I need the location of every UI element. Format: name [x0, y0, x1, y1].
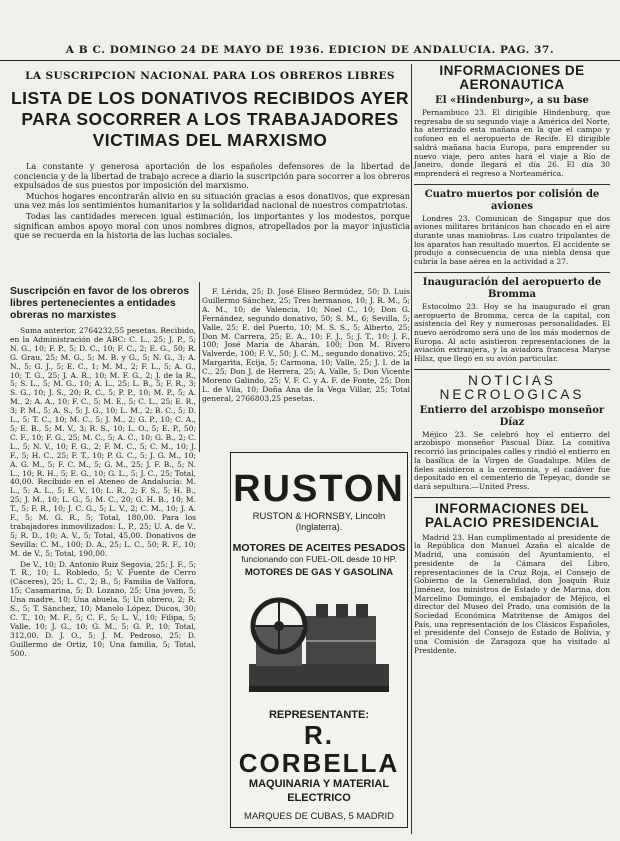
article-text: Estocolmo 23. Hoy se ha inaugurado el gran aeropuerto de Bromma, cerca de la capital, con asistencia del Rey y numerosas personalidades. El nuevo aeródromo será uno de los más modernos de Europa. Al acto asistieron representaciones de la aviación extranjera, y la aviadora francesa Maryse Hilsz, que llegó en su avión particular. [414, 301, 610, 364]
article-text: Madrid 23. Han cumplimentado al presidente de la República don Manuel Azaña el alcalde de Madrid, una comisión del Ayuntamiento, el presidente de la Cámara del Libro, representaciones de la Cruz Roja, el Consejo de Gobierno de la Generalidad, don Joaquín Ruiz Jiménez, los ministros de Estado y de Marina, don Marcelino Domingo, el embajador de Méjico, el director del Museo del Prado, una comisión de la Sociedad Económica Matritense de Amigos del País, una representación de los Clásicos Españoles, el presidente del Consejo de Estado de Bolivia, y una Comisión de Zaragoza que ha visitado al Presidente. [414, 532, 610, 655]
ruston-advertisement [230, 452, 408, 828]
donation-list-body: De V., 10; D. Antonio Ruiz Segovia, 25; J. F., 5; T. R., 10; L. Robledo, 5; V. Fuente de Cerro (Cáceres), 25; L. C., 2; B., 5; Familia de Valfora, 15; Casamarina, 5; D. Lozano, 25; Una joven, 5; Una madre, 10; Una abuela, 5; Un obrero, 2; R. S., 5; T. Sánchez, 10; Manolo López, Ducos, 30; C. T., 10; M. F., 5; C. F., 5; L. V., 10; Filipa, 5; Valle, 10; J. G., 10; G. M., 5; G. P., 10; Total, 312,00. D. J. O., 5; J. M. Pedroso, 25; D. Guillermo de Ortiz, 10; Una familia, 5; Total, 500. [10, 559, 196, 658]
aeronautics-title: INFORMACIONES DE AERONAUTICA [439, 63, 585, 92]
obituaries-title: NOTICIAS NECROLOGICAS [439, 372, 585, 402]
ad-company: RUSTON & HORNSBY, Lincoln [252, 511, 386, 522]
right-column [414, 64, 610, 656]
article-subheading: Cuatro muertos por colisión de aviones [424, 188, 600, 212]
donation-list-body: F. Lérida, 25; D. José Eliseo Bermúdez, 50; D. Luis Guillermo Sánchez, 25; Tres hermanos, 10; J. R. M., 5; A. M., 10; de Valencia, 10; Noel C., 10; Don G. Fernández, segundo donativo, 50; S. M., 6; Sevilla, 5; Valle, 25; E. del Puerto, 10; M. S. S., 5; Alberto, 25; Don M. Carrera, 25; E. A., 10; F. J., 5; J. T., 10; J. F., 100; José María de Aharán, 100; Don M. Rivero Valverde, 100; F. V., 50; J. C. M., segundo donativo, 25; Margarita, Ecija, 5; Carmona, 10; Valle, 25; J. I. de la C., 25; Don J. de Herrera, 25; A. Valle, 5; Don Vicente Moreno Galindo, 25; V. F. C. y A. F. de Fonte, 25; Don L. de Vila, 10; Doña Ana de la Vega Villar, 25; Total general, 2766803,25 pesetas. [202, 287, 410, 403]
ad-address: MARQUES DE CUBAS, 5 MADRID [244, 811, 394, 822]
article-text: Londres 23. Comunican de Singapur que dos aviones militares británicos han chocado en el aire durante unas maniobras. Los cuatro tripulantes de los aparatos han resultado muertos. El accidente se produjo a consecuencia de una niebla densa que cubría la base aérea en la actividad a 27. [414, 213, 610, 267]
article-text: Méjico 23. Se celebró hoy el entierro del arzobispo monseñor Pascual Díaz. La comitiva recorrió las principales calles y rindió el entierro en la basílica de la Virgen de Guadalupe. Miles de fieles asistieron a la ceremonia, y el cadáver fue depositado en el cementerio de Tepeyac, donde se dará sepultura.—United Press. [414, 429, 610, 491]
presidential-palace-title: INFORMACIONES DEL PALACIO PRESIDENCIAL [424, 500, 599, 530]
article-subheading: Inauguración del aeropuerto de Bromma [422, 276, 602, 300]
divider [414, 497, 610, 498]
article-subheading: Entierro del arzobispo monseñor Díaz [419, 404, 605, 428]
donation-list-continued [202, 288, 410, 404]
column-rule [411, 64, 412, 834]
ad-representative-name: R. CORBELLA [238, 720, 400, 778]
ad-line: MOTORES DE GAS Y GASOLINA [244, 567, 394, 578]
column-rule [199, 282, 200, 452]
divider [414, 369, 610, 370]
ad-line: MOTORES DE ACEITES PESADOS [232, 542, 406, 554]
headline: LISTA DE LOS DONATIVOS RECIBIDOS AYER PARA SOCORRER A LOS TRABAJADORES VICTIMAS DEL MARXISMO [10, 88, 410, 150]
article-subheading: El «Hindenburg», a su base [435, 95, 589, 106]
intro-paragraph: Todas las cantidades merecen igual estimación, los importantes y los modestos, porque significan ambos apoyo moral con unos nombres dignos, atropellados por la mayor injusticia que se recuerda en la historia de las luchas sociales. [14, 210, 410, 241]
ad-country: (Inglaterra). [295, 522, 343, 532]
ad-representative-label: REPRESENTANTE: [268, 709, 370, 721]
page-header: A B C. DOMINGO 24 DE MAYO DE 1936. EDICION DE ANDALUCIA. PAG. 37. [0, 44, 620, 61]
intro-paragraph: Muchos hogares encontrarán alivio en su situación gracias a esos donativos, que expresan una vez más los sentimientos humanitarios y la solidaridad nacional de nuestros compatriotas. [14, 190, 410, 211]
engine-illustration [244, 586, 394, 696]
divider [414, 184, 610, 185]
donation-list-body: Suma anterior, 2764232,55 pesetas. Recibido, en la Administración de ABC: C. L., 25; J. P., 5; N. G., 10; F. P., 5; D. C., 10; F. C., 2; E. G., 50; R. G. Grau, 25; M. G., 5; M. B. y G., 5; N. G., 3; A. N., 5; G. J., 5; E. C., 1; M. M., 2; F. L., 5; A. G., 10; T. G., 25; J. A. R., 10; M. F. G., 2; J. de la R., 5; S. L., 5; M. G., 10; A. L., 25; L. B., 5; F. R., 3; S. G., 10; J. S., 20; R. C., 5; P. P., 10; M. P., 5; A. M., 2; A. A., 10; F. C., 5; M. E., 5; C. L., 25; E. R., 3; P. M., 5; A. S., 5; J. G., 10; L. M., 2; B. C., 5; D. L., 5; T. C., 10; M. C., 5; J. M., 2; G. P., 10; C. A., 5; E. B., 5; M. V., 3; R. S., 10; L. O., 5; E. P., 50; C. F., 10; F. G., 25; M. C., 5; A. C., 10; G. B., 2; C. L., 5; N. V., 10; F. G., 2; F. M. C., 5; C. M., 10; J. F., 5; H. C., 25; F. T., 10; P. G. C., 5; J. G. M., 10; A. G. M., 5; F. C. M., 5; G. M., 25; J. F. B., 5; N. L., 10; R. H., 5; E. G., 10; G. L., 5; J. C., 25; Total, 40,00. Recibido en el Ateneo de Andalucía: M. L., 5; A. L., 5; E. V., 10; L. R., 2; F. S., 5; H. B., 25; J. M., 10; L. G., 5; M. C., 20; G. H. B., 10; M. T., 5; F. R., 10; J. C. G., 5; L. V., 2; C. M., 10; J. A. F., 5; M. G. R., 5; Total, 180,00. Para los trabajadores inmovilizados: L. P., 25; U. A. de V., 5; R. D., 10; A. V., 5; Total, 45,00. Donativos de Sevilla: C. M., 100; D. A., 25; L. C., 50; R. F., 10; M. de V., 5; Total, 190,00. [10, 326, 196, 558]
ad-line: funcionando con FUEL-OIL desde 10 HP. [241, 554, 397, 564]
ad-brand: RUSTON [233, 468, 405, 510]
article-text: Pernambuco 23. El dirigible Hindenburg, que regresaba de su segundo viaje a América del Norte, ha aterrizado esta mañana en la que el campo y cofoneo en el aeropuerto de Recife. El dirigible saldrá mañana hacia Europa, para emprender su nuevo viaje, pero antes hará el viaje a Río de Janeiro, donde llegará el día 26. El día 30 emprenderá el regreso a Norteamérica. [414, 108, 610, 178]
divider [414, 272, 610, 273]
intro-text [14, 162, 410, 242]
section-kicker: LA SUSCRIPCION NACIONAL PARA LOS OBREROS LIBRES [25, 70, 395, 82]
donation-list-column [10, 285, 196, 659]
ad-products: MAQUINARIA Y MATERIAL ELECTRICO [248, 778, 390, 804]
intro-paragraph: La constante y generosa aportación de los españoles defensores de la libertad de conciencia y de la libertad de trabajo acrece a diario la suscripción para socorrer a los obreros expulsados de sus puestos por imposición del marxismo. [14, 161, 410, 191]
donation-list-heading: Suscripción en favor de los obreros libres pertenecientes a entidades obreras no marxistes [10, 285, 190, 321]
